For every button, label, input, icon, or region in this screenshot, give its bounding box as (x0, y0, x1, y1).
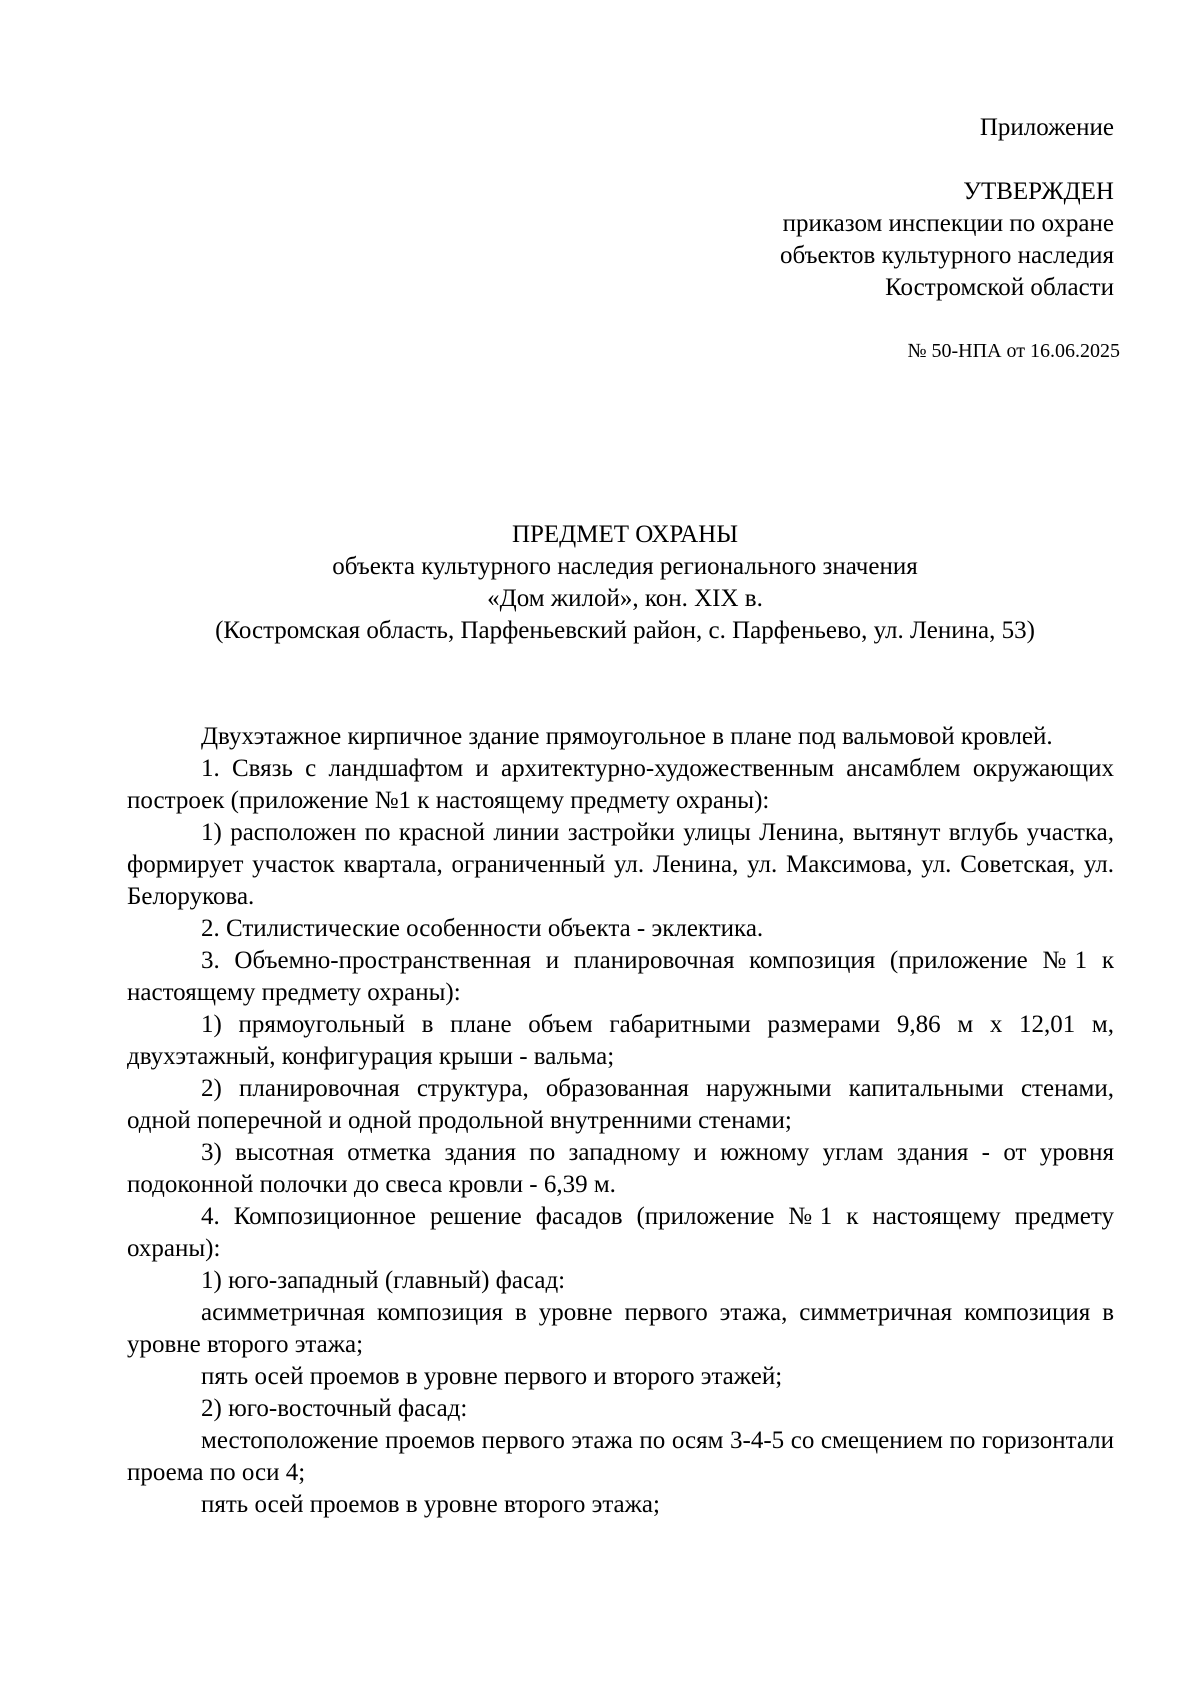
paragraph: 1) расположен по красной линии застройки улицы Ленина, вытянут вглубь участка, формирует участок квартала, ограниченный ул. Ленина, ул. Максимова, ул. Советская, ул. Белорукова. (127, 819, 1114, 910)
approval-block (780, 112, 1120, 366)
paragraph: асимметричная композиция в уровне первого этажа, симметричная композиция в уровне второго этажа; (127, 1299, 1114, 1358)
approval-region-line: Костромской области (885, 274, 1114, 301)
document-subtitle: объекта культурного наследия регионального значения (332, 553, 918, 580)
paragraph: 2) юго-восточный фасад: (201, 1395, 468, 1422)
object-name: «Дом жилой», кон. XIX в. (487, 585, 763, 612)
title-block (100, 519, 1150, 647)
paragraph: местоположение проемов первого этажа по осям 3-4-5 со смещением по горизонтали проема по оси 4; (127, 1427, 1114, 1486)
paragraph: 2) планировочная структура, образованная наружными капитальными стенами, одной поперечной и одной продольной внутренними стенами; (127, 1075, 1114, 1134)
paragraph: 4. Композиционное решение фасадов (приложение №1 к настоящему предмету охраны): (127, 1203, 1114, 1262)
approved-stamp-text: УТВЕРЖДЕН (963, 178, 1114, 205)
appendix-label: Приложение (979, 114, 1114, 141)
paragraph: 1) юго-западный (главный) фасад: (201, 1267, 566, 1294)
paragraph: пять осей проемов в уровне первого и второго этажей; (201, 1363, 783, 1390)
paragraph: 3. Объемно-пространственная и планировочная композиция (приложение №1 к настоящему предмету охраны): (127, 947, 1114, 1006)
paragraph: пять осей проемов в уровне второго этажа; (201, 1491, 660, 1518)
object-address: (Костромская область, Парфеньевский район, с. Парфеньево, ул. Ленина, 53) (215, 617, 1035, 644)
document-body (127, 721, 1114, 1521)
document-title: ПРЕДМЕТ ОХРАНЫ (511, 521, 739, 548)
paragraph: 2. Стилистические особенности объекта - эклектика. (201, 915, 764, 942)
paragraph: 1) прямоугольный в плане объем габаритными размерами 9,86 м х 12,01 м, двухэтажный, конфигурация крыши - вальма; (127, 1011, 1114, 1070)
paragraph: 3) высотная отметка здания по западному и южному углам здания - от уровня подоконной полочки до свеса кровли - 6,39 м. (127, 1139, 1114, 1198)
paragraph: 1. Связь с ландшафтом и архитектурно-художественным ансамблем окружающих построек (приложение №1 к настоящему предмету охраны): (127, 755, 1114, 814)
approval-authority-line: объектов культурного наследия (780, 242, 1114, 269)
paragraph: Двухэтажное кирпичное здание прямоугольное в плане под вальмовой кровлей. (201, 723, 1053, 750)
approval-order-line: приказом инспекции по охране (782, 210, 1114, 237)
order-number: № 50-НПА от 16.06.2025 (907, 340, 1120, 362)
